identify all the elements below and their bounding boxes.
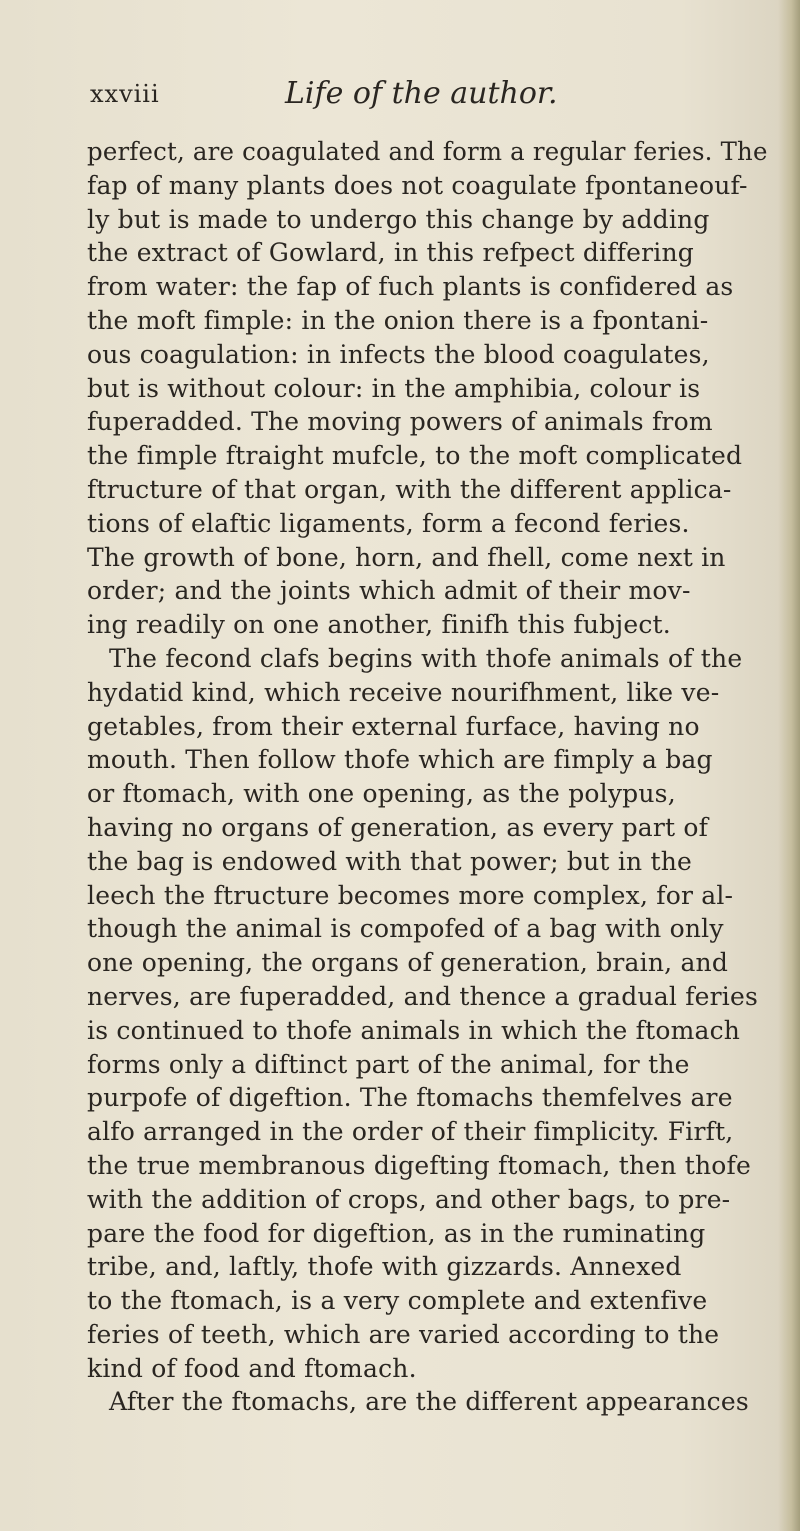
text-line: is continued to thofe animals in which the ftomach — [87, 1015, 741, 1045]
text-line: the fimple ftraight mufcle, to the moft complicated — [87, 441, 743, 471]
text-line: fuperadded. The moving powers of animals from — [87, 407, 713, 437]
body-text — [87, 135, 777, 1419]
text-line: ly but is made to undergo this change by adding — [87, 204, 710, 234]
text-line: ing readily on one another, finifh this fubject. — [87, 610, 671, 640]
text-line: one opening, the organs of generation, brain, and — [87, 948, 729, 978]
text-line: kind of food and ftomach. — [87, 1353, 417, 1383]
text-line: the true membranous digefting ftomach, then thofe — [87, 1150, 751, 1180]
page-number: xxviii — [90, 80, 160, 108]
text-line: alfo arranged in the order of their fimplicity. Firft, — [87, 1117, 734, 1147]
text-line: tribe, and, laftly, thofe with gizzards. Annexed — [87, 1252, 682, 1282]
text-line: mouth. Then follow thofe which are fimply a bag — [87, 745, 713, 775]
text-line: perfect, are coagulated and form a regular feries. The — [87, 137, 768, 166]
text-line: from water: the fap of fuch plants is confidered as — [87, 272, 734, 302]
text-line: the moft fimple: in the onion there is a fpontani- — [87, 305, 709, 335]
text-line: The fecond clafs begins with thofe animals of the — [109, 643, 743, 673]
running-title: Life of the author. — [285, 76, 558, 111]
text-line: The growth of bone, horn, and fhell, come next in — [87, 542, 726, 572]
text-line: leech the ftructure becomes more complex, for al- — [87, 880, 734, 910]
text-line: order; and the joints which admit of their mov- — [87, 576, 691, 606]
text-line: pare the food for digeftion, as in the ruminating — [87, 1218, 706, 1248]
text-line: fap of many plants does not coagulate fpontaneouf- — [87, 170, 748, 200]
text-line: purpofe of digeftion. The ftomachs themfelves are — [87, 1083, 733, 1113]
text-line: tions of elaftic ligaments, form a fecond feries. — [87, 508, 690, 538]
text-line: getables, from their external furface, having no — [87, 711, 700, 741]
text-line: with the addition of crops, and other bags, to pre- — [87, 1184, 731, 1214]
text-line: forms only a diftinct part of the animal, for the — [87, 1049, 690, 1079]
text-line: the bag is endowed with that power; but in the — [87, 846, 693, 876]
text-line: having no organs of generation, as every part of — [87, 812, 709, 842]
text-line: ftructure of that organ, with the different applica- — [87, 474, 732, 504]
text-line: to the ftomach, is a very complete and extenfive — [87, 1286, 708, 1316]
text-line: ous coagulation: in infects the blood coagulates, — [87, 339, 710, 369]
text-line: After the ftomachs, are the different appearances — [109, 1387, 749, 1417]
text-line: or ftomach, with one opening, as the polypus, — [87, 779, 676, 809]
text-line: hydatid kind, which receive nourifhment, like ve- — [87, 677, 720, 707]
text-line: though the animal is compofed of a bag with only — [87, 914, 724, 944]
page-header — [90, 76, 750, 116]
text-line: nerves, are fuperadded, and thence a gradual feries — [87, 981, 759, 1011]
text-line: feries of teeth, which are varied according to the — [87, 1319, 720, 1349]
text-line: but is without colour: in the amphibia, colour is — [87, 373, 701, 403]
page-edge-shadow — [778, 0, 800, 1531]
text-line: the extract of Gowlard, in this refpect differing — [87, 238, 695, 268]
